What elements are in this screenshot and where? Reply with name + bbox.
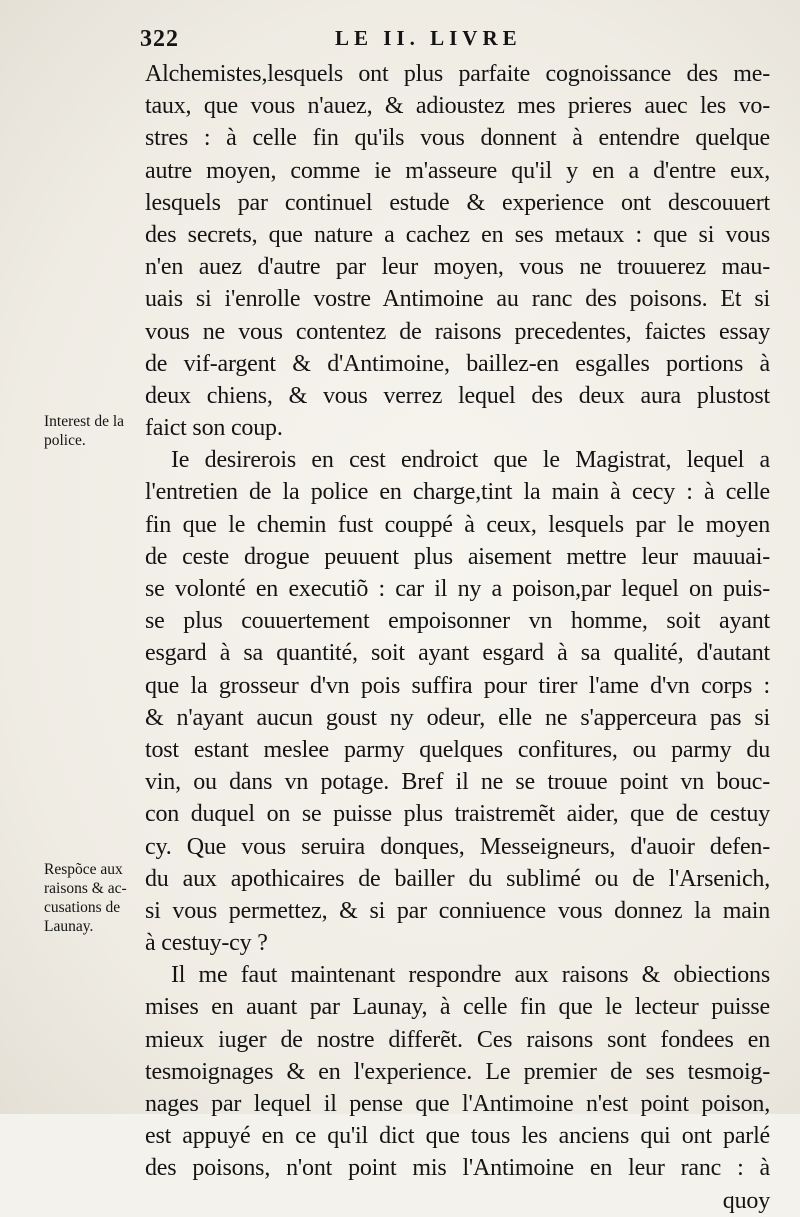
body-text	[145, 58, 770, 1217]
text-line: deux chiens, & vous verrez lequel des deux aura plustost	[145, 382, 770, 409]
text-line: con duquel on se puisse plus traistremẽt aider, que de cestuy	[145, 801, 770, 828]
margin-note-line: Interest de la	[44, 413, 125, 430]
margin-note-line: cusations de	[44, 899, 121, 916]
text-line: vin, ou dans vn potage. Bref il ne se trouue point vn bouc-	[145, 769, 770, 796]
text-line: tesmoignages & en l'experience. Le premier de ses tesmoig-	[145, 1058, 770, 1085]
text-line: du aux apothicaires de bailler du sublimé ou de l'Arsenich,	[145, 865, 770, 892]
text-line: se volonté en executiõ : car il ny a poison,par lequel on puis-	[145, 576, 770, 602]
margin-note-line: Respõce aux	[44, 861, 123, 878]
margin-note-line: Launay.	[44, 918, 94, 935]
text-line: faict son coup.	[145, 415, 283, 442]
text-line: de vif-argent & d'Antimoine, baillez-en esgalles portions à	[145, 350, 770, 377]
text-line: n'en auez d'autre par leur moyen, vous ne trouuerez mau-	[145, 254, 770, 281]
text-line: à cestuy-cy ?	[145, 930, 268, 957]
text-line: esgard à sa quantité, soit ayant esgard à sa qualité, d'autant	[145, 640, 770, 667]
text-line: & n'ayant aucun goust ny odeur, elle ne s'apperceura pas si	[145, 704, 770, 731]
text-line: Il me faut maintenant respondre aux raisons & obiections	[171, 962, 770, 989]
text-line: vous ne vous contentez de raisons precedentes, faictes essay	[145, 318, 770, 345]
text-line: que la grosseur d'vn pois suffira pour tirer l'ame d'vn corps :	[145, 672, 770, 699]
text-line: si vous permettez, & si par conniuence vous donnez la main	[145, 897, 770, 924]
margin-note-police	[44, 412, 144, 450]
text-line: taux, que vous n'auez, & adioustez mes prieres auec les vo-	[145, 93, 770, 120]
text-line: uais si i'enrolle vostre Antimoine au ranc des poisons. Et si	[145, 286, 770, 313]
text-line: de ceste drogue peuuent plus aisement mettre leur mauuai-	[145, 543, 770, 570]
catchword: quoy	[722, 1187, 770, 1214]
text-line: mieux iuger de nostre differẽt. Ces raisons sont fondees en	[145, 1026, 770, 1053]
text-line: est appuyé en ce qu'il dict que tous les anciens qui ont parlé	[145, 1123, 770, 1150]
text-line: des poisons, n'ont point mis l'Antimoine en leur ranc : à	[145, 1155, 770, 1182]
text-line: tost estant meslee parmy quelques confitures, ou parmy du	[145, 736, 770, 763]
text-line: cy. Que vous seruira donques, Messeigneurs, d'auoir defen-	[145, 833, 770, 860]
text-line: Alchemistes,lesquels ont plus parfaite cognoissance des me-	[145, 61, 770, 87]
margin-note-line: police.	[44, 432, 86, 449]
text-line: fin que le chemin fust couppé à ceux, lesquels par le moyen	[145, 511, 770, 538]
page-header	[140, 26, 760, 56]
text-line: lesquels par continuel estude & experience ont descouuert	[145, 189, 770, 216]
page-number: 322	[140, 26, 179, 52]
text-line: autre moyen, comme ie m'asseure qu'il y en a d'entre eux,	[145, 157, 770, 184]
margin-note-line: raisons & ac-	[44, 880, 127, 897]
text-line: Ie desirerois en cest endroict que le Magistrat, lequel a	[171, 447, 770, 474]
running-head: LE II. LIVRE	[335, 26, 522, 50]
text-line: l'entretien de la police en charge,tint la main à cecy : à celle	[145, 479, 770, 506]
text-line: mises en auant par Launay, à celle fin que le lecteur puisse	[145, 994, 770, 1021]
text-line: stres : à celle fin qu'ils vous donnent à entendre quelque	[145, 125, 770, 152]
margin-note-response	[44, 860, 144, 936]
text-line: nages par lequel il pense que l'Antimoine n'est point poison,	[145, 1091, 770, 1117]
text-line: se plus couuertement empoisonner vn homme, soit ayant	[145, 608, 770, 635]
text-line: des secrets, que nature a cachez en ses metaux : que si vous	[145, 221, 770, 248]
